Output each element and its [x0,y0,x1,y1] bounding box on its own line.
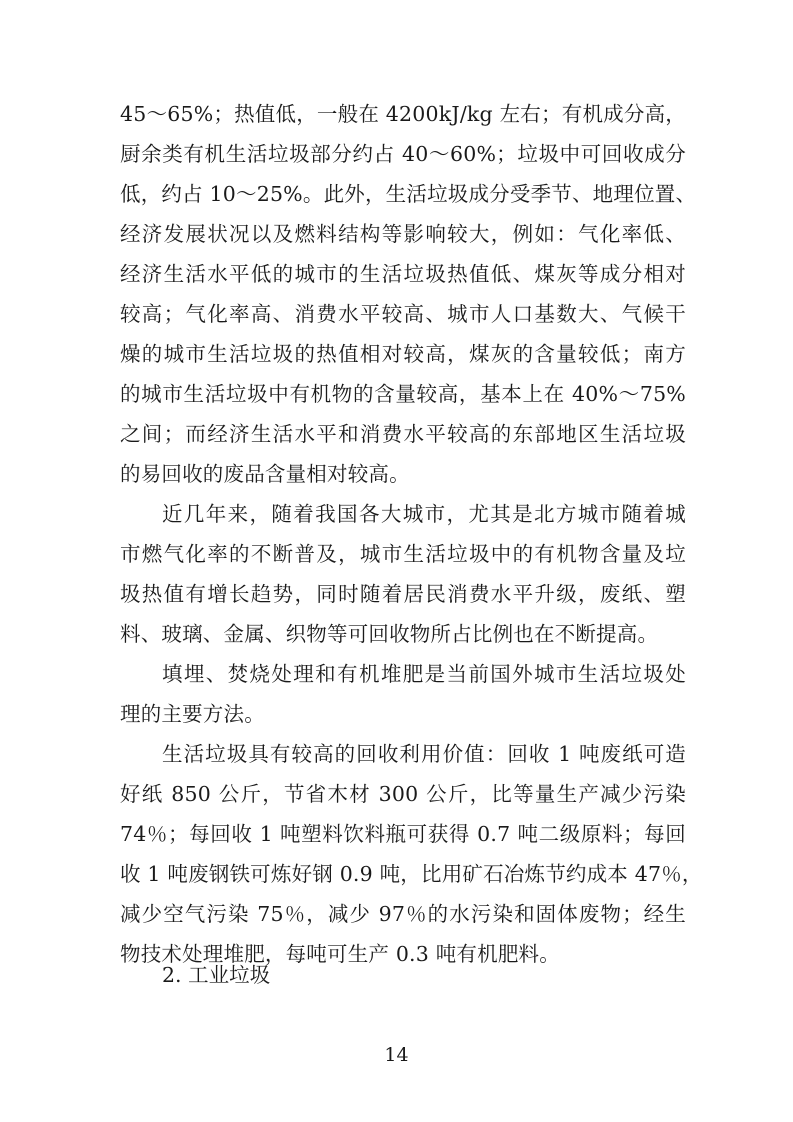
paragraph-line: 经济发展状况以及燃料结构等影响较大，例如：气化率低、 [120,222,686,246]
paragraph-line: 市燃气化率的不断普及，城市生活垃圾中的有机物含量及垃 [120,542,686,566]
paragraph-3 [120,654,686,734]
paragraph-line: 收 1 吨废钢铁可炼好钢 0.9 吨，比用矿石冶炼节约成本 47％， [120,862,703,886]
paragraph-line: 物技术处理堆肥，每吨可生产 0.3 吨有机肥料。 [120,942,560,966]
paragraph-line: 经济生活水平低的城市的生活垃圾热值低、煤灰等成分相对 [120,262,686,286]
paragraph-line: 厨余类有机生活垃圾部分约占 40～60%；垃圾中可回收成分 [120,142,686,166]
paragraph-line: 填埋、焚烧处理和有机堆肥是当前国外城市生活垃圾处 [162,662,686,686]
paragraph-line: 较高；气化率高、消费水平较高、城市人口基数大、气候干 [120,302,686,326]
paragraph-line: 料、玻璃、金属、织物等可回收物所占比例也在不断提高。 [120,622,659,646]
page-number: 14 [384,1044,409,1066]
paragraph-line: 45～65%；热值低，一般在 4200kJ/kg 左右；有机成分高， [120,102,686,126]
paragraph-line: 74％；每回收 1 吨塑料饮料瓶可获得 0.7 吨二级原料；每回 [120,822,686,846]
section-heading: 2. 工业垃圾 [162,963,271,987]
paragraph-line: 理的主要方法。 [120,702,265,726]
paragraph-line: 的城市生活垃圾中有机物的含量较高，基本上在 40%～75% [120,382,686,406]
paragraph-line: 近几年来，随着我国各大城市，尤其是北方城市随着城 [162,502,686,526]
paragraph-line: 低，约占 10～25%。此外，生活垃圾成分受季节、地理位置、 [120,182,697,206]
paragraph-line: 好纸 850 公斤，节省木材 300 公斤，比等量生产减少污染 [120,782,686,806]
paragraph-2 [120,494,686,654]
paragraph-line: 燥的城市生活垃圾的热值相对较高，煤灰的含量较低；南方 [120,342,686,366]
paragraph-4 [120,734,703,974]
paragraph-line: 之间；而经济生活水平和消费水平较高的东部地区生活垃圾 [120,422,686,446]
body-text [120,94,703,974]
paragraph-line: 圾热值有增长趋势，同时随着居民消费水平升级，废纸、塑 [120,582,686,606]
paragraph-line: 的易回收的废品含量相对较高。 [120,462,410,486]
paragraph-line: 生活垃圾具有较高的回收利用价值：回收 1 吨废纸可造 [162,742,686,766]
paragraph-line: 减少空气污染 75％，减少 97％的水污染和固体废物；经生 [120,902,686,926]
paragraph-1 [120,94,697,494]
